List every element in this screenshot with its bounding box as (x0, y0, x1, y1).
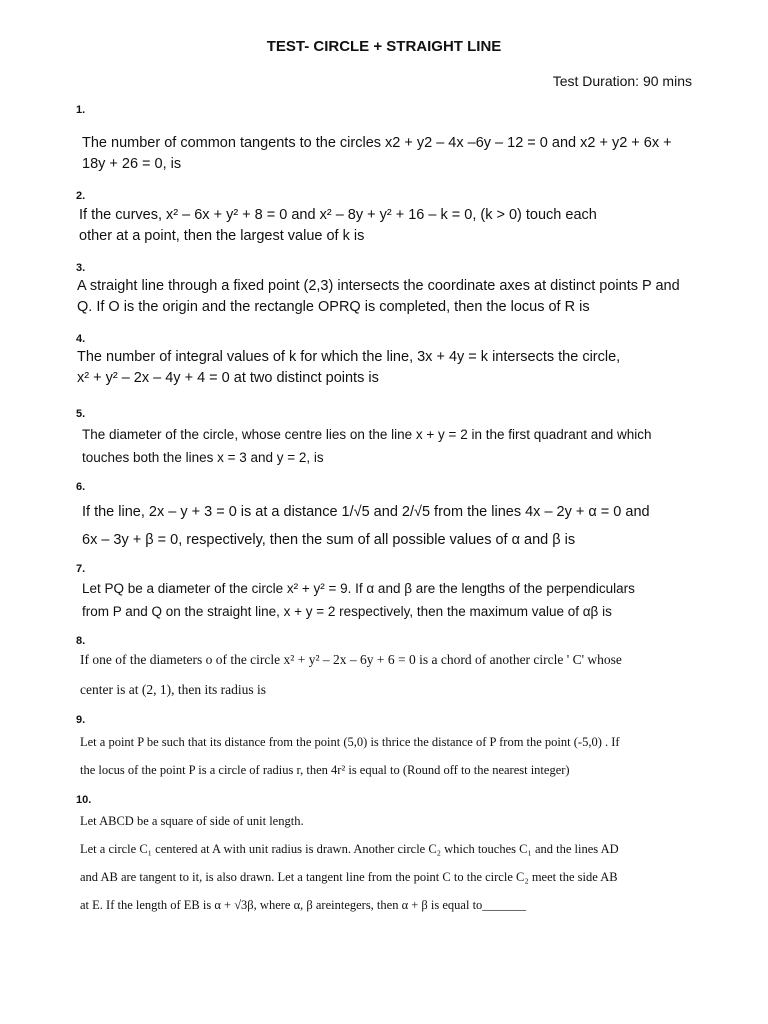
test-duration: Test Duration: 90 mins (552, 73, 692, 89)
question-2-number: 2. (76, 190, 86, 202)
question-4-text (77, 347, 697, 389)
question-7-number: 7. (76, 563, 86, 575)
question-3-line-2: Q. If O is the origin and the rectangle OPRQ is completed, then the locus of R is (77, 299, 590, 315)
question-8-line-2: center is at (2, 1), then its radius is (80, 682, 266, 697)
question-2-text (79, 205, 699, 247)
question-6-text (82, 498, 702, 554)
question-7-line-1: Let PQ be a diameter of the circle x² + y² = 9. If α and β are the lengths of the perpendiculars (82, 581, 635, 596)
question-3-text (77, 276, 697, 318)
question-6-line-1: If the line, 2x – y + 3 = 0 is at a distance 1/√5 and 2/√5 from the lines 4x – 2y + α = 0 and (82, 504, 650, 520)
question-2-line-1: If the curves, x² – 6x + y² + 8 = 0 and x² – 8y + y² + 16 – k = 0, (k > 0) touch each (79, 207, 597, 223)
question-1-line-1: The number of common tangents to the circles x2 + y2 – 4x –6y – 12 = 0 and x2 + y2 + 6x + (82, 135, 672, 151)
question-4-line-2: x² + y² – 2x – 4y + 4 = 0 at two distinct points is (77, 370, 379, 386)
question-9-line-2: the locus of the point P is a circle of radius r, then 4r² is equal to (Round off to the nearest integer) (80, 763, 570, 777)
question-9-text (80, 728, 700, 784)
question-10-text (80, 807, 700, 919)
question-1-number: 1. (76, 104, 86, 116)
question-10-line-1: Let ABCD be a square of side of unit length. (80, 814, 304, 828)
question-5-text (82, 423, 702, 469)
question-8-line-1: If one of the diameters o of the circle x² + y² – 2x – 6y + 6 = 0 is a chord of another circle ' C' whose (80, 652, 622, 667)
question-5-line-2: touches both the lines x = 3 and y = 2, is (82, 450, 324, 465)
question-10-number: 10. (76, 794, 92, 806)
question-9-number: 9. (76, 714, 86, 726)
question-3-line-1: A straight line through a fixed point (2,3) intersects the coordinate axes at distinct points P and (77, 278, 680, 294)
question-3-number: 3. (76, 262, 86, 274)
question-1-line-2: 18y + 26 = 0, is (82, 156, 182, 172)
question-1-text (82, 133, 702, 175)
page-title: TEST- CIRCLE + STRAIGHT LINE (266, 38, 502, 55)
question-4-line-1: The number of integral values of k for which the line, 3x + 4y = k intersects the circle, (77, 349, 621, 365)
question-5-number: 5. (76, 408, 86, 420)
question-10-line-4: at E. If the length of EB is α + √3β, where α, β areintegers, then α + β is equal to_______ (80, 898, 527, 912)
question-4-number: 4. (76, 333, 86, 345)
question-6-number: 6. (76, 481, 86, 493)
question-10-line-2: Let a circle C₁ centered at A with unit radius is drawn. Another circle C₂ which touches C₁ and the lines AD (80, 842, 619, 856)
question-9-line-1: Let a point P be such that its distance from the point (5,0) is thrice the distance of P from the point (-5,0) . If (80, 735, 620, 749)
question-2-line-2: other at a point, then the largest value of k is (79, 228, 365, 244)
question-10-line-3: and AB are tangent to it, is also drawn. Let a tangent line from the point C to the circle C₂ meet the side AB (80, 870, 618, 884)
question-5-line-1: The diameter of the circle, whose centre lies on the line x + y = 2 in the first quadrant and which (82, 427, 652, 442)
question-7-text (82, 577, 702, 623)
question-7-line-2: from P and Q on the straight line, x + y = 2 respectively, then the maximum value of αβ is (82, 604, 612, 619)
question-8-number: 8. (76, 635, 86, 647)
question-6-line-2: 6x – 3y + β = 0, respectively, then the sum of all possible values of α and β is (82, 532, 576, 548)
question-8-text (80, 645, 700, 705)
